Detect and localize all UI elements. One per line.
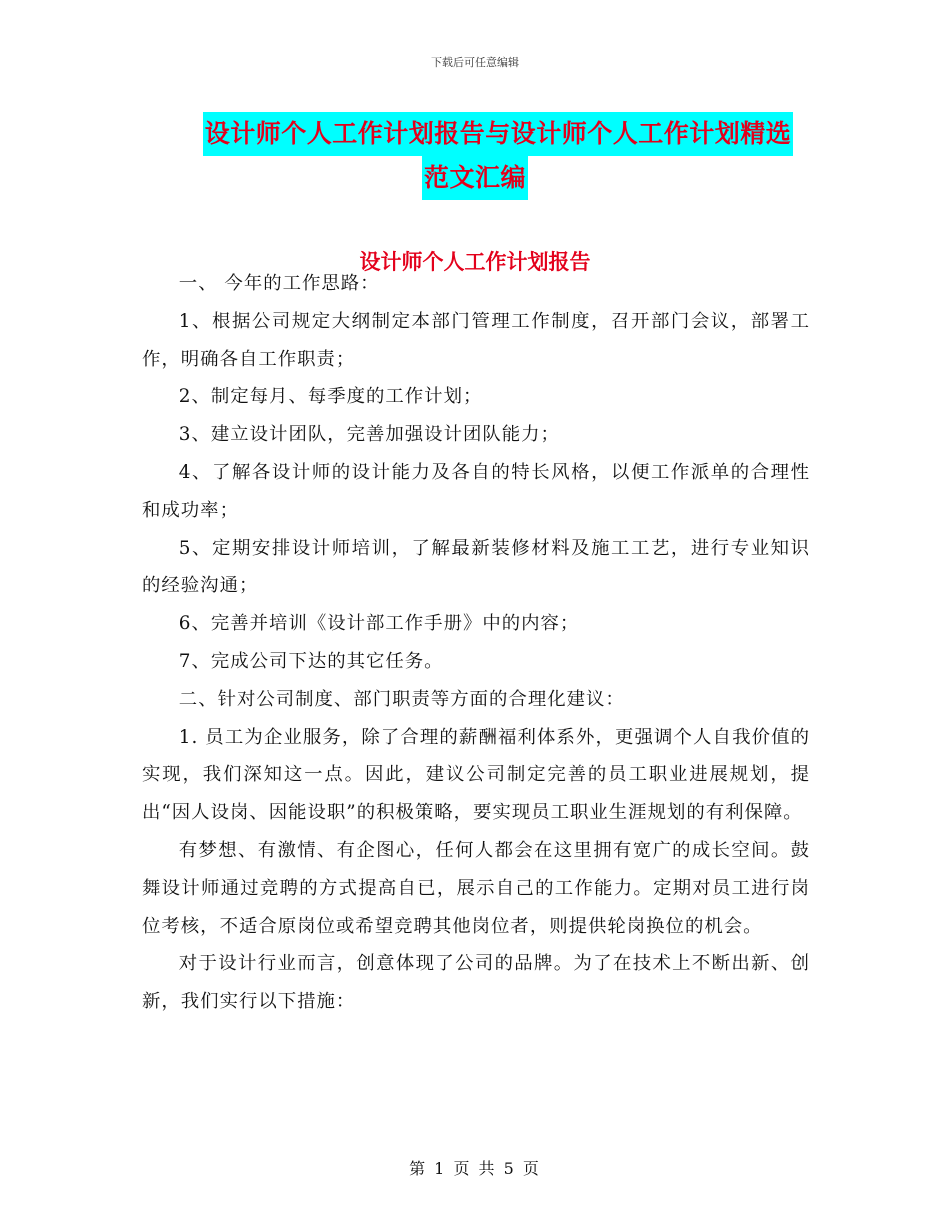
paragraph: 有梦想、有激情、有企图心，任何人都会在这里拥有宽广的成长空间。鼓舞设计师通过竞聘的方式提高自已，展示自己的工作能力。定期对员工进行岗位考核，不适合原岗位或希望竞聘其他岗位者，则提供轮岗换位的机会。 [142,839,810,937]
paragraph: 一、 今年的工作思路： [178,273,380,294]
document-body [142,265,810,1021]
document-title [0,112,950,200]
paragraph: 5、定期安排设计师培训，了解最新装修材料及施工工艺，进行专业知识的经验沟通； [142,537,810,597]
paragraph: 4、了解各设计师的设计能力及各自的特长风格，以便工作派单的合理性和成功率； [142,461,810,521]
paragraph: 1、根据公司规定大纲制定本部门管理工作制度，召开部门会议，部署工作，明确各自工作职责； [142,310,810,370]
paragraph: 3、建立设计团队，完善加强设计团队能力； [178,424,560,446]
paragraph: 7、完成公司下达的其它任务。 [178,650,444,672]
section-heading: 设计师个人工作计划报告 [359,250,591,274]
page-footer: 第 1 页 共 5 页 [409,1159,541,1178]
title-line-2: 范文汇编 [422,156,528,200]
paragraph: 2、制定每月、每季度的工作计划； [178,386,483,408]
paragraph: 二、针对公司制度、部门职责等方面的合理化建议： [178,688,625,710]
header-note: 下载后可任意编辑 [431,56,519,69]
paragraph: 1. 员工为企业服务，除了合理的薪酬福利体系外，更强调个人自我价值的实现，我们深知这一点。因此，建议公司制定完善的员工职业进展规划，提出“因人设岗、因能设职”的积极策略，要实现员工职业生涯规划的有利保障。 [142,726,810,824]
paragraph: 对于设计行业而言，创意体现了公司的品牌。为了在技术上不断出新、创新，我们实行以下措施： [142,953,810,1013]
title-line-1: 设计师个人工作计划报告与设计师个人工作计划精选 [203,112,794,156]
paragraph: 6、完善并培训《设计部工作手册》中的内容； [178,613,580,635]
